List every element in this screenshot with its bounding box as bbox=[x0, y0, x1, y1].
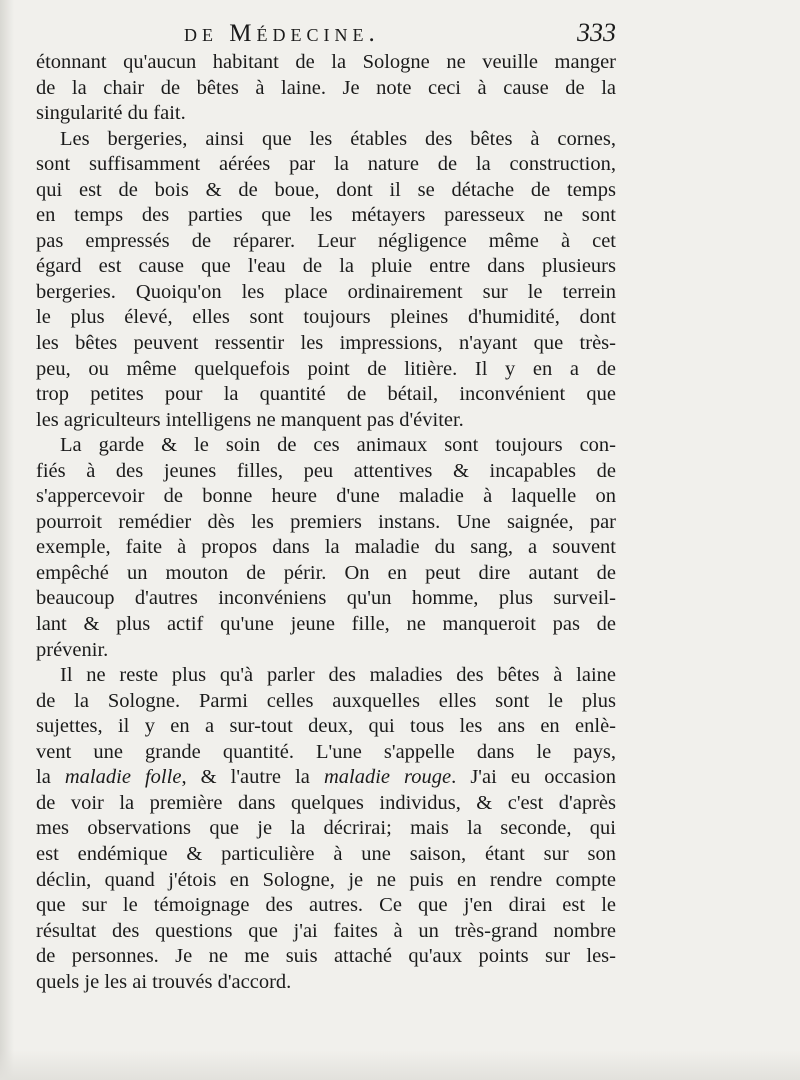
page-edge-shadow bbox=[0, 0, 14, 1080]
text-line: déclin, quand j'étois en Sologne, je ne puis en rendre compte bbox=[36, 868, 616, 891]
text-line: exemple, faite à propos dans la maladie du sang, a souvent bbox=[36, 536, 616, 559]
text-line: bergeries. Quoiqu'on les place ordinairement sur le terrein bbox=[36, 280, 616, 303]
body-text bbox=[36, 50, 616, 995]
page-bottom-shadow bbox=[0, 1050, 800, 1080]
text-line: trop petites pour la quantité de bétail, inconvénient que bbox=[36, 383, 616, 406]
text-line: sont suffisamment aérées par la nature de la construction, bbox=[36, 153, 616, 176]
term-maladie-folle: maladie folle bbox=[64, 766, 182, 789]
text-fragment: la bbox=[36, 766, 65, 789]
text-line: de voir la première dans quelques individus, & c'est d'après bbox=[36, 791, 616, 814]
text-line: qui est de bois & de boue, dont il se détache de temps bbox=[36, 178, 616, 201]
text-line: pas empressés de réparer. Leur négligence même à cet bbox=[36, 229, 616, 252]
text-line: sujettes, il y en a sur-tout deux, qui tous les ans en enlè- bbox=[36, 715, 616, 738]
header-title: de Médecine. bbox=[184, 20, 380, 47]
text-line: fiés à des jeunes filles, peu attentives & incapables de bbox=[36, 459, 616, 482]
text-line: beaucoup d'autres inconvéniens qu'un homme, plus surveil- bbox=[36, 587, 616, 610]
page-number: 333 bbox=[577, 18, 616, 47]
text-line: que sur le témoignage des autres. Ce que j'en dirai est le bbox=[36, 894, 616, 917]
text-line: de la Sologne. Parmi celles auxquelles elles sont le plus bbox=[36, 689, 616, 712]
text-line: La garde & le soin de ces animaux sont toujours con- bbox=[60, 434, 616, 457]
text-fragment: . J'ai eu occasion bbox=[451, 766, 616, 789]
text-line: de personnes. Je ne me suis attaché qu'aux points sur les- bbox=[36, 945, 616, 968]
term-maladie-rouge: maladie rouge bbox=[323, 766, 452, 789]
text-line: étonnant qu'aucun habitant de la Sologne ne veuille manger bbox=[36, 51, 616, 73]
text-line: mes observations que je la décrirai; mais la seconde, qui bbox=[36, 817, 616, 840]
text-line: empêché un mouton de périr. On en peut dire autant de bbox=[36, 561, 616, 584]
running-head bbox=[36, 16, 616, 52]
text-line: Les bergeries, ainsi que les étables des bêtes à cornes, bbox=[60, 127, 616, 150]
text-line: quels je les ai trouvés d'accord. bbox=[36, 970, 292, 993]
text-line: Il ne reste plus qu'à parler des maladies des bêtes à laine bbox=[60, 664, 616, 687]
text-fragment: , & l'autre la bbox=[181, 766, 324, 789]
text-line: vent une grande quantité. L'une s'appelle dans le pays, bbox=[36, 740, 616, 763]
text-line: s'appercevoir de bonne heure d'une maladie à laquelle on bbox=[36, 485, 616, 508]
text-line: les agriculteurs intelligens ne manquent pas d'éviter. bbox=[36, 408, 464, 431]
text-line: singularité du fait. bbox=[36, 102, 186, 125]
text-line: en temps des parties que les métayers paresseux ne sont bbox=[36, 204, 616, 227]
text-line: lant & plus actif qu'une jeune fille, ne manqueroit pas de bbox=[36, 613, 616, 636]
text-line: de la chair de bêtes à laine. Je note ceci à cause de la bbox=[36, 76, 616, 99]
text-line: prévenir. bbox=[36, 638, 109, 661]
text-line: le plus élevé, elles sont toujours pleines d'humidité, dont bbox=[36, 306, 616, 329]
text-line: est endémique & particulière à une saison, étant sur son bbox=[36, 842, 616, 865]
text-line: peu, ou même quelquefois point de litière. Il y en a de bbox=[36, 357, 616, 380]
text-line: résultat des questions que j'ai faites à un très-grand nombre bbox=[36, 919, 616, 942]
text-line-italic-terms bbox=[36, 765, 616, 791]
text-line: pourroit remédier dès les premiers instans. Une saignée, par bbox=[36, 510, 616, 533]
text-line: égard est cause que l'eau de la pluie entre dans plusieurs bbox=[36, 255, 616, 278]
text-line: les bêtes peuvent ressentir les impressions, n'ayant que très- bbox=[36, 332, 616, 355]
